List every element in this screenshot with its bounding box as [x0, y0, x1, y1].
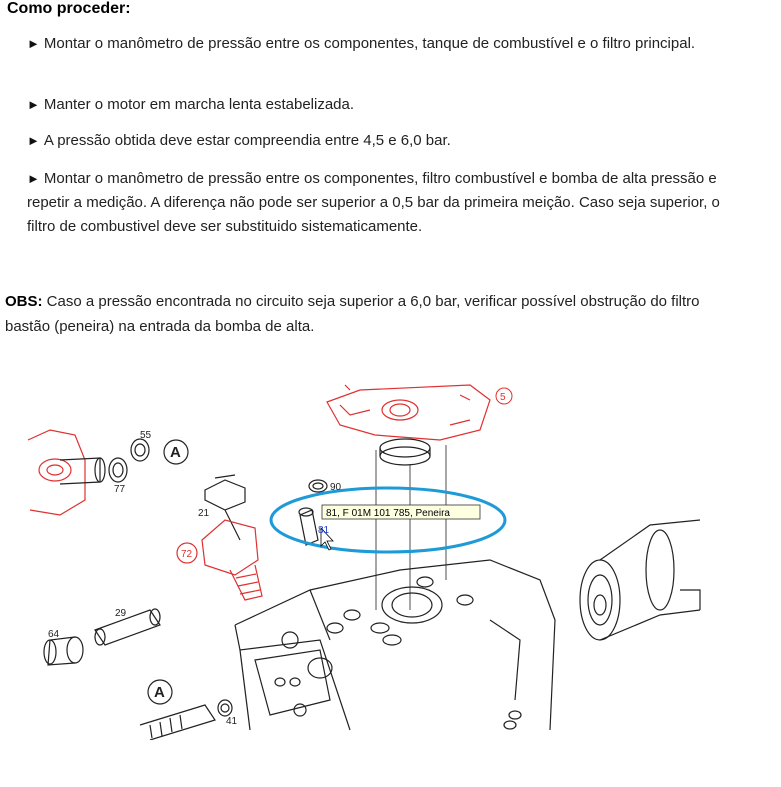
part-tooltip [322, 505, 480, 519]
right-drive-shaft [580, 520, 700, 640]
label-a-upper: A [170, 444, 181, 461]
obs-text: Caso a pressão encontrada no circuito seja superior a 6,0 bar, verificar possível obstrução do filtro bastão (peneira) na entrada da bomba de alta. [5, 293, 700, 335]
label-64: 64 [48, 629, 60, 640]
label-72: 72 [181, 549, 193, 560]
bullet-text: Montar o manômetro de pressão entre os componentes, filtro combustível e bomba de alta pressão e repetir a medição. A diferença não pode ser superior a 0,5 bar da primeira meição. Caso seja superior, o filtro de combustivel deve ser substituido sistematicamente. [27, 170, 720, 235]
bullet-text: A pressão obtida deve estar compreendia entre 4,5 e 6,0 bar. [43, 132, 451, 149]
lower-fitting [140, 700, 232, 740]
bullet-text: Montar o manômetro de pressão entre os componentes, tanque de combustível e o filtro principal. [43, 35, 696, 52]
part-90 [309, 480, 327, 492]
label-21: 21 [198, 508, 210, 519]
label-90: 90 [330, 482, 342, 493]
page-heading: Como proceder: [7, 0, 131, 17]
label-29: 29 [115, 608, 127, 619]
part-81-strainer [299, 508, 318, 545]
label-55: 55 [140, 430, 152, 441]
label-41: 41 [226, 716, 238, 727]
label-a-lower: A [154, 684, 165, 701]
red-pump-head [327, 385, 490, 440]
red-connector-72 [177, 520, 262, 600]
red-left-component [28, 430, 85, 515]
pump-head-collar [380, 439, 430, 465]
bullet-marker: ► [27, 97, 40, 112]
bullet-marker: ► [27, 36, 40, 51]
label-5: 5 [500, 392, 506, 403]
main-pump-body [235, 560, 555, 730]
bullet-marker: ► [27, 171, 40, 186]
bullet-item-4 [27, 167, 727, 239]
bullet-item-1 [27, 32, 727, 56]
bullet-text: Manter o motor em marcha lenta estabelizada. [43, 96, 355, 113]
highlight-ellipse [271, 488, 505, 552]
obs-label: OBS: [5, 293, 43, 310]
obs-note [5, 289, 735, 339]
assembly-lines [376, 445, 446, 610]
pump-exploded-diagram [0, 380, 781, 740]
sensor-21 [205, 475, 245, 540]
part-29 [95, 609, 160, 645]
tooltip-text: 81, F 01M 101 785, Peneira [326, 508, 450, 519]
part-64 [44, 637, 83, 665]
label-77: 77 [114, 484, 126, 495]
bullet-marker: ► [27, 133, 40, 148]
bullet-item-3 [27, 129, 727, 153]
bullet-item-2 [27, 93, 727, 117]
left-shaft [60, 439, 149, 484]
label-81: 81 [318, 525, 330, 536]
